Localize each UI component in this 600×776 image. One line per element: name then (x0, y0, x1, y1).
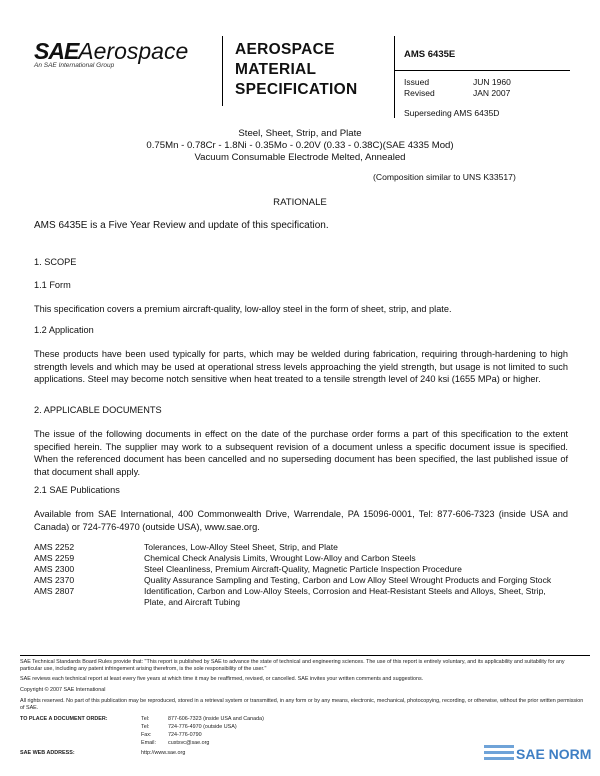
title-line-1: AEROSPACE (235, 41, 335, 58)
tel-value: 877-606-7323 (inside USA and Canada) (168, 716, 264, 722)
rationale-heading: RATIONALE (273, 197, 327, 208)
footer-copyright: Copyright © 2007 SAE International (20, 687, 106, 693)
rationale-text: AMS 6435E is a Five Year Review and update of this specification. (34, 220, 329, 231)
document-code-cell: AMS 2259 (34, 553, 75, 563)
tel2-label: Tel: (141, 724, 150, 730)
application-paragraph: These products have been used typically for parts, which may be welded during fabrication, requiring through-hardening to high strength levels and which may be used at operational stress levels approaching the yield strength, but usage is not limited to such applications. Steel may become notch sensitive when heat treated to a tensile strength level of 240 ksi (1655 MPa) or higher. (34, 349, 568, 384)
email-label: Email: (141, 740, 156, 746)
table-row (34, 553, 568, 564)
document-title-cell: Tolerances, Low-Alloy Steel Sheet, Strip, and Plate (144, 542, 338, 552)
revised-value: JAN 2007 (473, 88, 511, 98)
table-row (34, 575, 568, 586)
title-line-3: SPECIFICATION (235, 81, 358, 98)
web-address-link[interactable]: http://www.sae.org (141, 750, 186, 756)
footer-rights: All rights reserved. No part of this publication may be reproduced, stored in a retrieval system or transmitted, in any form or by any means, electronic, mechanical, photocopying, recording, or otherwise, without the prior written permission of SAE. (20, 698, 584, 712)
header-divider-left (222, 36, 223, 106)
document-type-title (235, 40, 357, 100)
subject-line-2: 0.75Mn - 0.78Cr - 1.8Ni - 0.35Mo - 0.20V (0.33 - 0.38C)(SAE 4335 Mod) (146, 140, 454, 151)
section-scope-heading: 1. SCOPE (34, 257, 77, 267)
subject-line-3: Vacuum Consumable Electrode Melted, Annealed (194, 152, 406, 163)
tel2-value: 724-776-4970 (outside USA) (168, 724, 237, 730)
sae-norm-logo-graphic (484, 742, 594, 766)
header-code-rule (394, 70, 570, 71)
referenced-documents-table (34, 542, 568, 608)
document-title-cell: Identification, Carbon and Low-Alloy Steels, Corrosion and Heat-Resistant Steels and Alloys, Sheet, Strip, Plate, and Aircraft Tubing (144, 586, 546, 607)
table-row (34, 542, 568, 553)
subject-line-1: Steel, Sheet, Strip, and Plate (238, 128, 362, 139)
header-divider-right (394, 36, 395, 118)
document-title-cell: Quality Assurance Sampling and Testing, Carbon and Low Alloy Steel Wrought Products and Forging Stock (144, 575, 552, 585)
document-code-cell: AMS 2807 (34, 586, 75, 596)
logo-sae-text: SAE (34, 38, 79, 64)
order-label: TO PLACE A DOCUMENT ORDER: (20, 716, 108, 722)
document-title-cell: Steel Cleanliness, Premium Aircraft-Quality, Magnetic Particle Inspection Procedure (144, 564, 462, 574)
issued-label: Issued (404, 77, 430, 87)
revised-label: Revised (404, 88, 435, 98)
tel-label: Tel: (141, 716, 150, 722)
section-applicable-docs-heading: 2. APPLICABLE DOCUMENTS (34, 405, 162, 415)
issued-value: JUN 1960 (473, 77, 511, 87)
fax-value: 724-776-0790 (168, 732, 202, 738)
composition-note: (Composition similar to UNS K33517) (373, 172, 516, 182)
form-paragraph: This specification covers a premium aircraft-quality, low-alloy steel in the form of sheet, strip, and plate. (34, 304, 452, 314)
section-form-heading: 1.1 Form (34, 280, 71, 290)
table-row (34, 586, 568, 608)
document-code-cell: AMS 2370 (34, 575, 75, 585)
sae-publications-paragraph: Available from SAE International, 400 Commonwealth Drive, Warrendale, PA 15096-0001, Tel: 877-606-7323 (inside USA and Canada) or 724-776-4970 (outside USA), www.sae.org. (34, 509, 568, 532)
applicable-docs-paragraph: The issue of the following documents in effect on the date of the purchase order forms a part of this specification to the extent specified herein. The supplier may work to a subsequent revision of a document unless a specific document issue is specified. When the referenced document has been cancelled and no superseding document has been specified, the last published issue of that document shall apply. (34, 429, 568, 477)
footer-legal-1: SAE Technical Standards Board Rules provide that: "This report is published by SAE to advance the state of technical and engineering sciences. The use of this report is entirely voluntary, and its applicability and suitability for any particular use, including any patent infringement arising therefrom, is the sole responsibility of the user." (20, 659, 565, 673)
fax-label: Fax: (141, 732, 152, 738)
document-code-cell: AMS 2300 (34, 564, 75, 574)
section-sae-publications-heading: 2.1 SAE Publications (34, 485, 120, 495)
superseding-text: Superseding AMS 6435D (404, 108, 500, 118)
logo-subtitle: An SAE International Group (34, 62, 115, 69)
logo-aerospace-text: Aerospace (78, 38, 189, 64)
sae-norm-text: SAE NORM (516, 746, 592, 762)
footer-rule (20, 655, 590, 656)
section-application-heading: 1.2 Application (34, 325, 94, 335)
email-value[interactable]: custsvc@sae.org (168, 740, 210, 746)
document-title-cell: Chemical Check Analysis Limits, Wrought Low-Alloy and Carbon Steels (144, 553, 416, 563)
sae-aerospace-logo (34, 38, 188, 65)
web-label: SAE WEB ADDRESS: (20, 750, 75, 756)
table-row (34, 564, 568, 575)
footer-legal-2: SAE reviews each technical report at least every five years at which time it may be reaffirmed, revised, or cancelled. SAE invites your written comments and suggestions. (20, 676, 424, 682)
sae-norm-logo (484, 742, 594, 766)
title-line-2: MATERIAL (235, 61, 317, 78)
document-code: AMS 6435E (404, 49, 456, 60)
document-code-cell: AMS 2252 (34, 542, 75, 552)
